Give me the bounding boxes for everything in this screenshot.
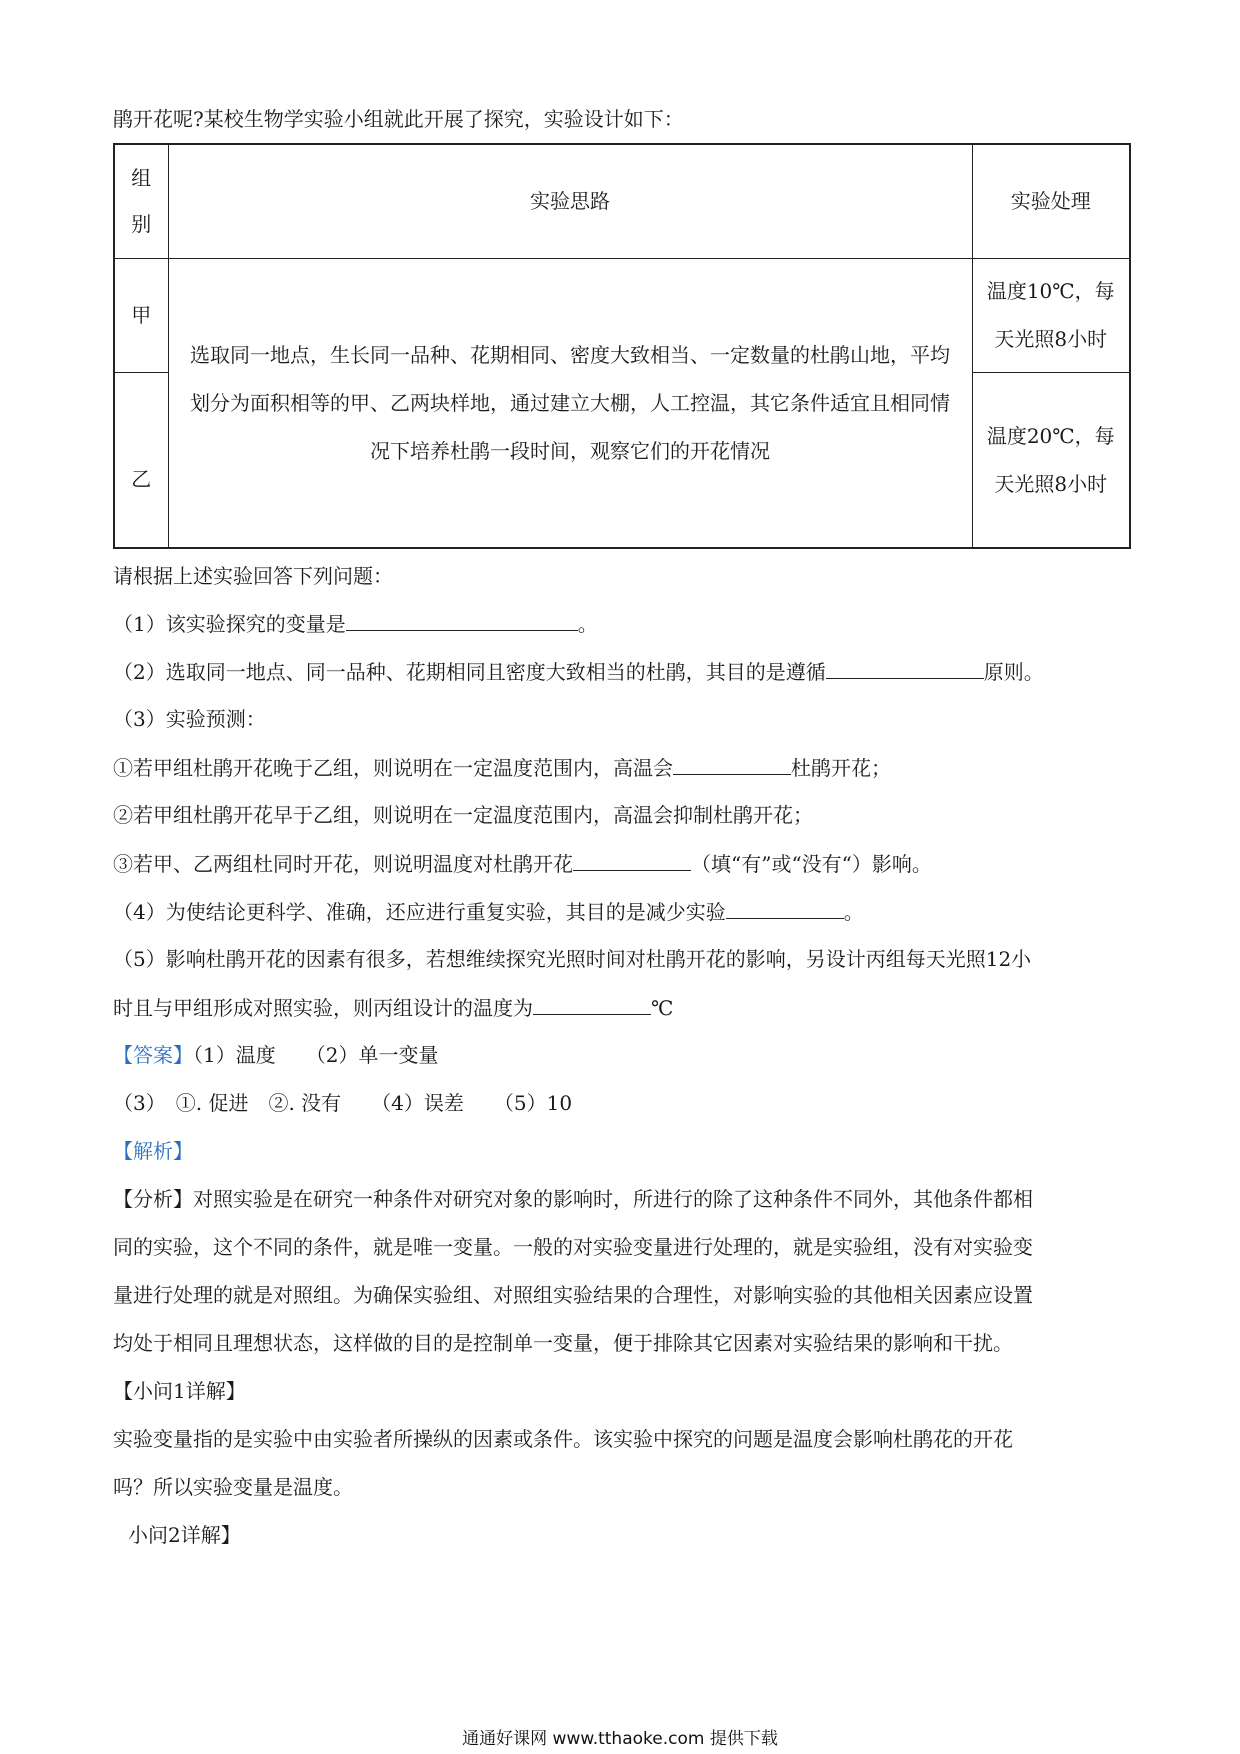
row-yi-treatment: 温度20℃，每天光照8小时 (972, 372, 1130, 548)
header-idea: 实验思路 (168, 144, 972, 258)
question-2: （2）选取同一地点、同一品种、花期相同且密度大致相当的杜鹃，其目的是遵循 原则。 (113, 656, 1044, 687)
intro-text: 鹃开花呢?某校生物学实验小组就此开展了探究，实验设计如下： (113, 107, 684, 131)
sub2-title: 小问2详解】 (128, 1523, 241, 1547)
footer-text: 通通好课网 www.tthaoke.com 提供下载 (462, 1729, 778, 1749)
sub1-line-1: 实验变量指的是实验中由实验者所操纵的因素或条件。该实验中探究的问题是温度会影响杜鹃花的开花 (113, 1427, 1013, 1451)
analysis-line-3: 量进行处理的就是对照组。为确保实验组、对照组实验结果的合理性，对影响实验的其他相关因素应设置 (113, 1283, 1033, 1307)
answer-label: 【答案】 (113, 1043, 193, 1067)
answer-line-2: （3） ①. 促进 ②. 没有 （4）误差 （5）10 (113, 1091, 573, 1115)
row-jia-group: 甲 (114, 258, 168, 372)
analysis-line-2: 同的实验，这个不同的条件，就是唯一变量。一般的对实验变量进行处理的，就是实验组，没有对实验变 (113, 1235, 1033, 1259)
sub1-title: 【小问1详解】 (113, 1379, 246, 1403)
idea-text: 选取同一地点，生长同一品种、花期相同、密度大致相当、一定数量的杜鹃山地，平均划分为面积相等的甲、乙两块样地，通过建立大棚，人工控温，其它条件适宜且相同情况下培养杜鹃一段时间，观察它们的开花情况 (190, 342, 950, 463)
question-3: （3）实验预测： (113, 707, 266, 731)
analysis-line-4: 均处于相同且理想状态，这样做的目的是控制单一变量，便于排除其它因素对实验结果的影响和干扰。 (113, 1331, 1013, 1355)
answer-line-1: 【答案】（1）温度 （2）单一变量 (113, 1043, 439, 1067)
question-5-line-2: 时且与甲组形成对照实验，则丙组设计的温度为 ℃ (113, 992, 673, 1023)
answer-blank-4[interactable] (726, 896, 844, 919)
answer-blank-3-3[interactable] (573, 848, 691, 871)
question-3-3: ③若甲、乙两组杜同时开花，则说明温度对杜鹃开花 （填“有”或“没有“）影响。 (113, 848, 932, 879)
question-3-2: ②若甲组杜鹃开花早于乙组，则说明在一定温度范围内，高温会抑制杜鹃开花； (113, 803, 813, 827)
prompt-text: 请根据上述实验回答下列问题： (113, 564, 393, 588)
answer-blank-3-1[interactable] (673, 752, 791, 775)
idea-cell (168, 258, 972, 548)
analysis-line-1: 【分析】对照实验是在研究一种条件对研究对象的影响时，所进行的除了这种条件不同外，其他条件都相 (113, 1187, 1033, 1211)
experiment-table (113, 143, 1131, 549)
header-group: 组别 (114, 144, 168, 258)
question-5-line-1: （5）影响杜鹃开花的因素有很多，若想维续探究光照时间对杜鹃开花的影响，另设计丙组每天光照12小 (113, 947, 1032, 971)
answer-blank-5[interactable] (533, 992, 651, 1015)
header-treatment: 实验处理 (972, 144, 1130, 258)
answer-blank-2[interactable] (826, 656, 984, 679)
analysis-label: 【解析】 (113, 1139, 193, 1163)
question-1: （1）该实验探究的变量是 。 (113, 608, 598, 639)
question-4: （4）为使结论更科学、准确，还应进行重复实验，其目的是减少实验 。 (113, 896, 864, 927)
row-yi-group: 乙 (114, 372, 168, 548)
answer-blank-1[interactable] (346, 608, 578, 631)
row-jia-treatment: 温度10℃，每天光照8小时 (972, 258, 1130, 372)
sub1-line-2: 吗？所以实验变量是温度。 (113, 1475, 353, 1499)
question-3-1: ①若甲组杜鹃开花晚于乙组，则说明在一定温度范围内，高温会 杜鹃开花； (113, 752, 891, 783)
